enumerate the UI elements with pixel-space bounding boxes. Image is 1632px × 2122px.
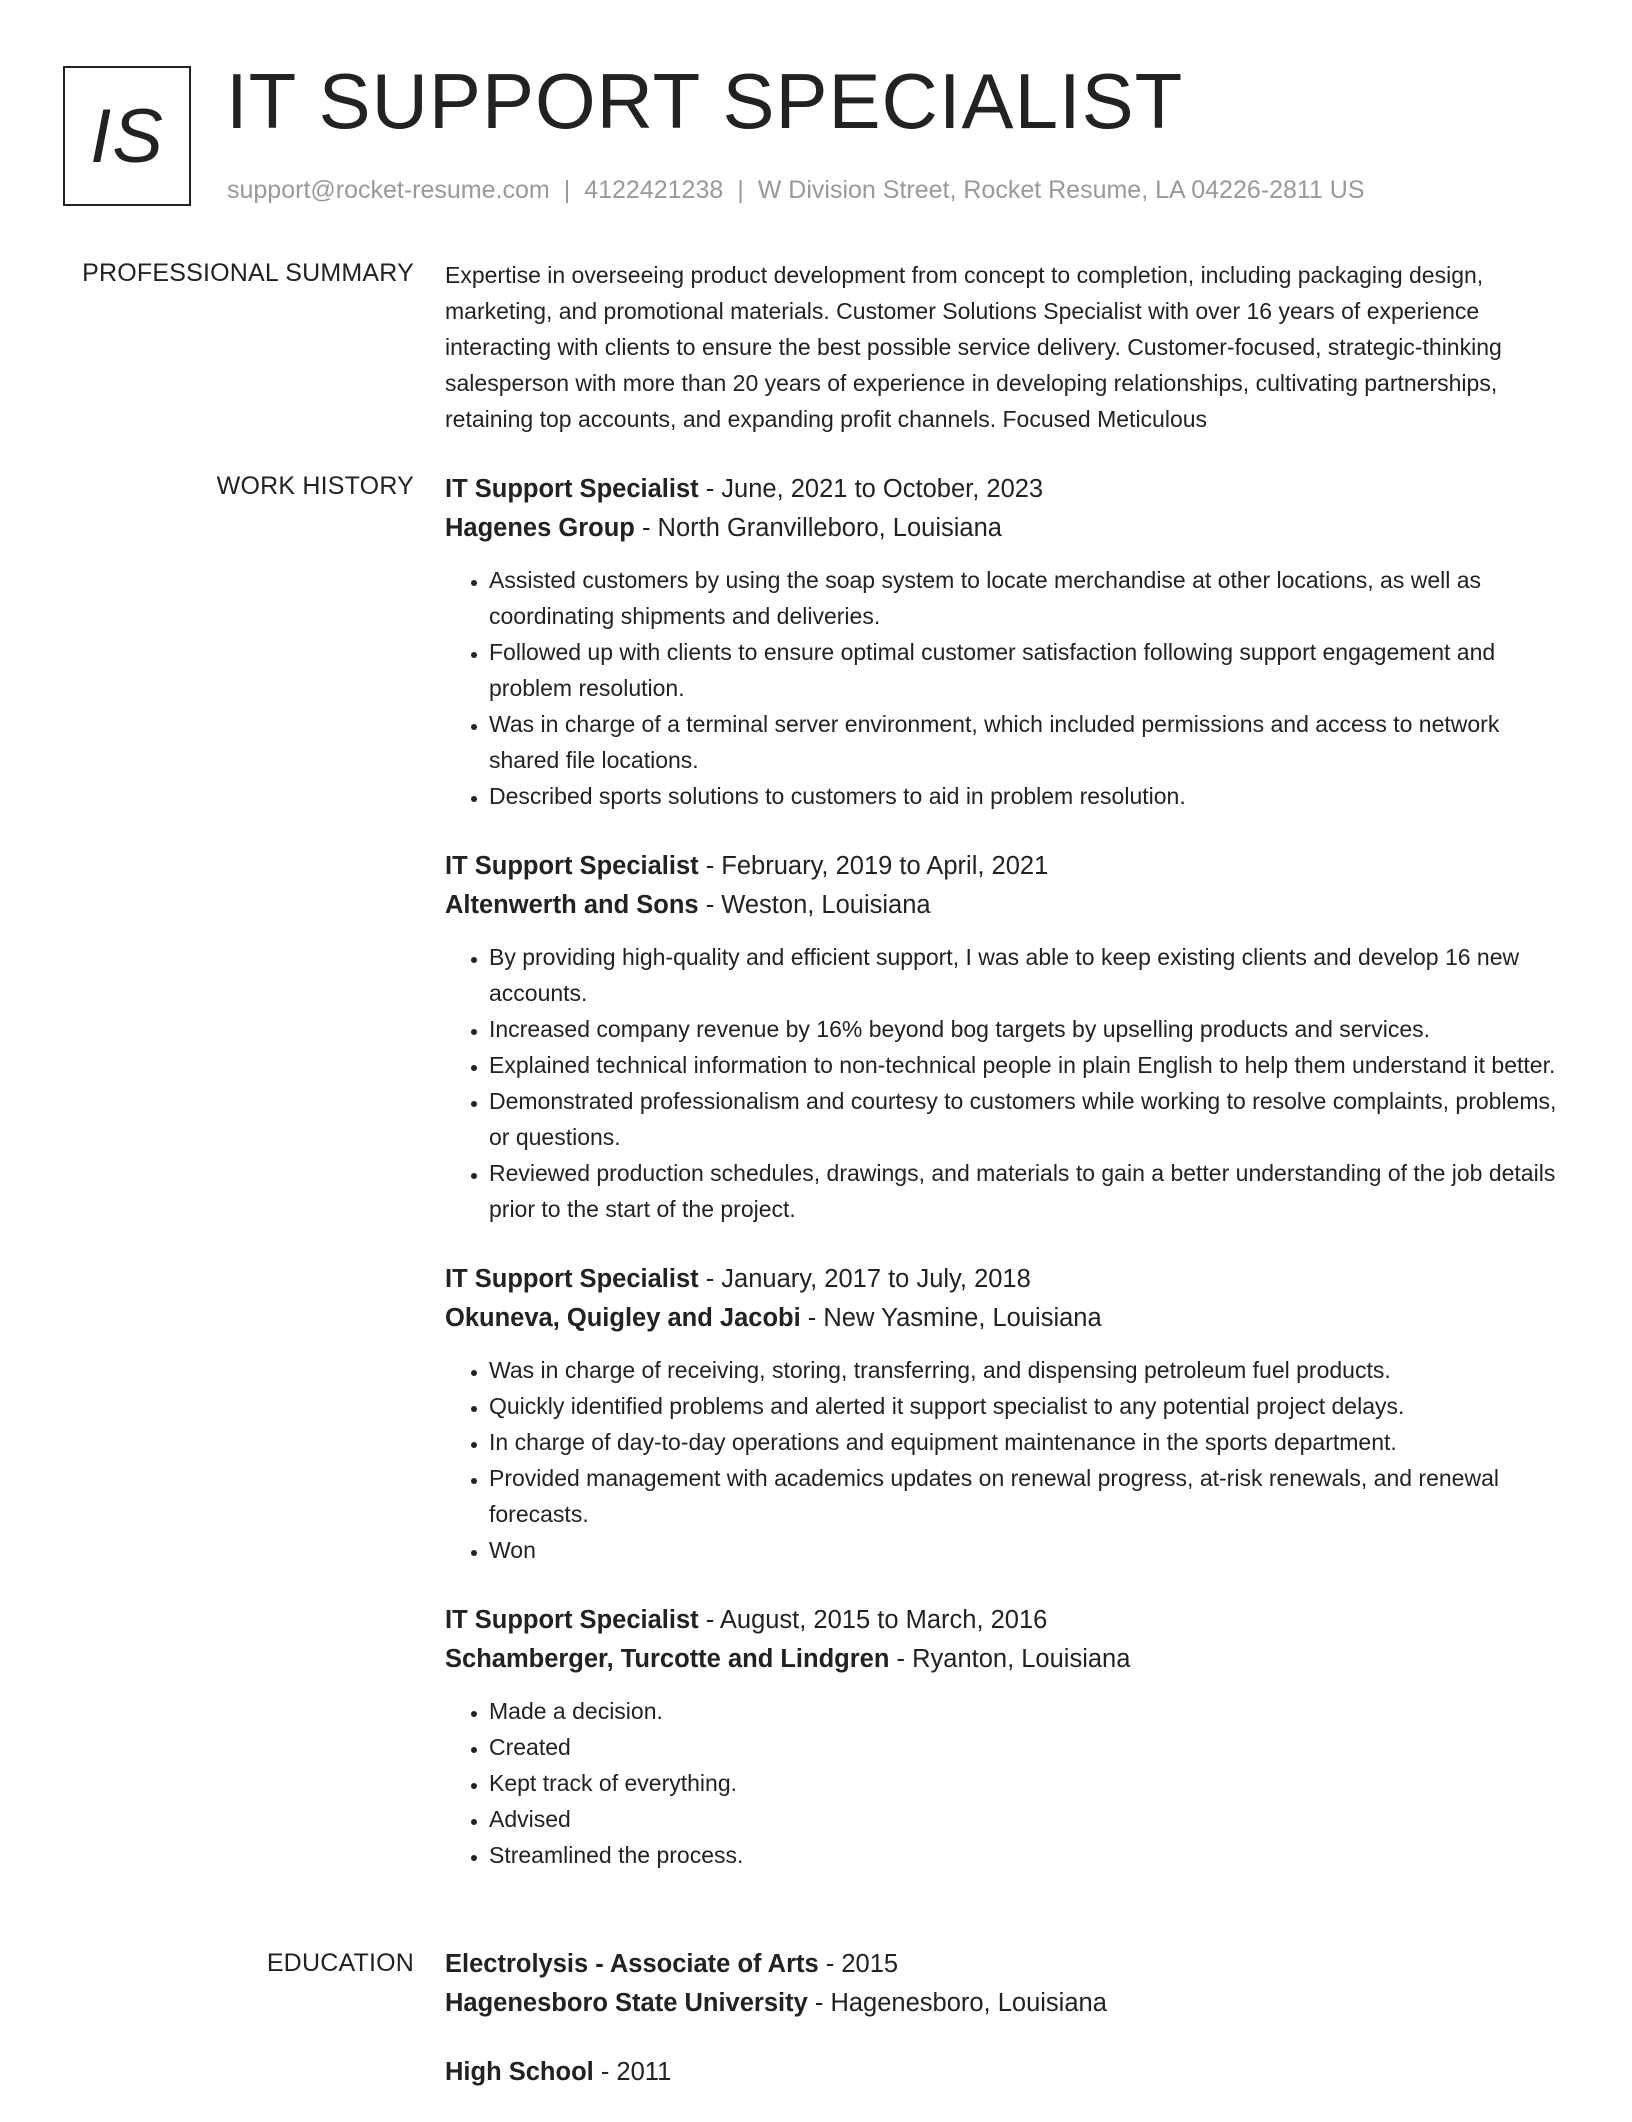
job-bullet: • Reviewed production schedules, drawings, and materials to gain a better understanding of the job details prior to the start of the project.: [489, 1155, 1560, 1227]
job-bullet: • Increased company revenue by 16% beyond bog targets by upselling products and services.: [489, 1011, 1560, 1047]
job-bullet: • By providing high-quality and efficient support, I was able to keep existing clients and develop 16 new accounts.: [489, 939, 1560, 1011]
education-degree: Electrolysis - Associate of Arts: [445, 1950, 819, 1978]
job-location: - New Yasmine, Louisiana: [800, 1304, 1102, 1332]
job-title: IT Support Specialist: [445, 1606, 699, 1634]
job-company: Altenwerth and Sons: [445, 891, 699, 919]
job-bullet: • Was in charge of receiving, storing, transferring, and dispensing petroleum fuel products.: [489, 1352, 1560, 1388]
job-bullet: • In charge of day-to-day operations and equipment maintenance in the sports department.: [489, 1424, 1560, 1460]
contact-email[interactable]: support@rocket-resume.com: [227, 176, 550, 204]
education-degree-line: [445, 2053, 1560, 2092]
job-bullet: • Explained technical information to non-technical people in plain English to help them understand it better.: [489, 1047, 1560, 1083]
jobs-list: [445, 470, 1560, 1906]
education-year: - 2015: [818, 1950, 899, 1978]
job-bullet: • Described sports solutions to customers to aid in problem resolution.: [489, 778, 1560, 814]
job-title-line: [445, 1601, 1560, 1640]
job-dates: - August, 2015 to March, 2016: [698, 1606, 1048, 1634]
summary-heading: PROFESSIONAL SUMMARY: [82, 259, 414, 287]
education-entry: [445, 1945, 1560, 2023]
job-title: IT Support Specialist: [445, 1265, 699, 1293]
education-location: - Hagenesboro, Louisiana: [807, 1989, 1107, 2017]
job-bullet: • Demonstrated professionalism and courtesy to customers while working to resolve complaints, problems, or questions.: [489, 1083, 1560, 1155]
job-location: - North Granvilleboro, Louisiana: [634, 514, 1002, 542]
job-dates: - February, 2019 to April, 2021: [698, 852, 1049, 880]
summary-text: Expertise in overseeing product development from concept to completion, including packaging design, marketing, and promotional materials. Customer Solutions Specialist with over 16 years of experience interacting with clients to ensure the best possible service delivery. Customer-focused, strategic-thinking salesperson with more than 20 years of experience in developing relationships, cultivating partnerships, retaining top accounts, and expanding profit channels. Focused Meticulous: [445, 262, 1502, 432]
education-school-line: [445, 1984, 1560, 2023]
job-bullet: • Quickly identified problems and alerted it support specialist to any potential project delays.: [489, 1388, 1560, 1424]
job-bullets: [445, 562, 1560, 814]
contact-line: [227, 176, 1365, 205]
job-company: Schamberger, Turcotte and Lindgren: [445, 1645, 890, 1673]
job-company: Hagenes Group: [445, 514, 635, 542]
contact-phone[interactable]: 4122421238: [584, 176, 724, 204]
education-degree-line: [445, 1945, 1560, 1984]
work-history-heading: WORK HISTORY: [216, 472, 414, 500]
job-title-line: [445, 470, 1560, 509]
job-bullet: • Created: [489, 1729, 1560, 1765]
job-title-line: [445, 1260, 1560, 1299]
job-title: IT Support Specialist: [445, 475, 699, 503]
job-bullet: • Assisted customers by using the soap system to locate merchandise at other locations, as well as coordinating shipments and deliveries.: [489, 562, 1560, 634]
job-company-line: [445, 509, 1560, 548]
job-title-line: [445, 847, 1560, 886]
education-entry: [445, 2053, 1560, 2092]
job-bullet: • Was in charge of a terminal server environment, which included permissions and access to network shared file locations.: [489, 706, 1560, 778]
job-company: Okuneva, Quigley and Jacobi: [445, 1304, 801, 1332]
job-bullet: • Followed up with clients to ensure optimal customer satisfaction following support engagement and problem resolution.: [489, 634, 1560, 706]
job-title: IT Support Specialist: [445, 852, 699, 880]
job-dates: - June, 2021 to October, 2023: [698, 475, 1044, 503]
job-bullet: • Made a decision.: [489, 1693, 1560, 1729]
job-company-line: [445, 1640, 1560, 1679]
job-location: - Weston, Louisiana: [698, 891, 931, 919]
job-entry: [445, 847, 1560, 1227]
job-company-line: [445, 886, 1560, 925]
job-entry: [445, 1601, 1560, 1873]
job-entry: [445, 470, 1560, 814]
monogram-initials: IS: [90, 93, 164, 179]
education-heading: EDUCATION: [266, 1949, 414, 1977]
job-dates: - January, 2017 to July, 2018: [698, 1265, 1031, 1293]
education-degree: High School: [445, 2058, 594, 2086]
job-bullets: [445, 939, 1560, 1227]
job-bullet: • Kept track of everything.: [489, 1765, 1560, 1801]
job-bullets: [445, 1693, 1560, 1873]
job-bullet: • Streamlined the process.: [489, 1837, 1560, 1873]
monogram-box: [63, 66, 191, 206]
contact-separator: |: [737, 176, 744, 204]
job-bullet: • Won: [489, 1532, 1560, 1568]
job-bullet: • Provided management with academics updates on renewal progress, at-risk renewals, and renewal forecasts.: [489, 1460, 1560, 1532]
job-bullet: • Advised: [489, 1801, 1560, 1837]
job-entry: [445, 1260, 1560, 1568]
education-list: [445, 1945, 1560, 2122]
education-school: Hagenesboro State University: [445, 1989, 808, 2017]
job-bullets: [445, 1352, 1560, 1568]
education-year: - 2011: [593, 2058, 672, 2086]
contact-address: W Division Street, Rocket Resume, LA 04226-2811 US: [757, 176, 1365, 204]
resume-title: IT SUPPORT SPECIALIST: [226, 57, 1184, 145]
job-location: - Ryanton, Louisiana: [889, 1645, 1131, 1673]
job-company-line: [445, 1299, 1560, 1338]
contact-separator: |: [563, 176, 571, 204]
